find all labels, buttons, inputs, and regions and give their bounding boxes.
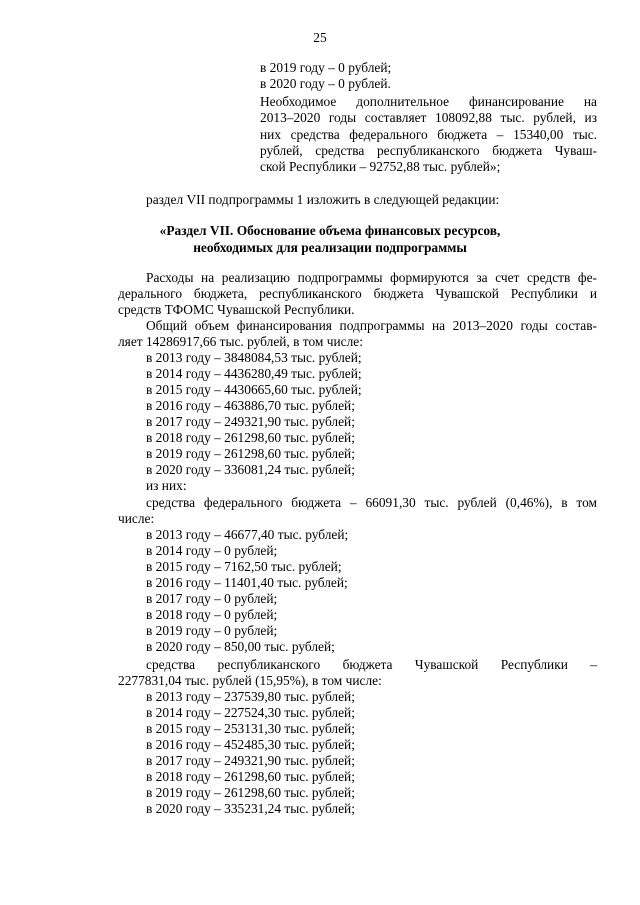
top-block-line: в 2019 году – 0 рублей; — [260, 60, 392, 75]
paragraph-line: ляет 14286917,66 тыс. рублей, в том числе: — [118, 334, 363, 349]
paragraph-line: Общий объем финансирования подпрограммы на 2013–2020 годы состав- — [146, 318, 597, 333]
section-heading-line: необходимых для реализации подпрограммы — [193, 240, 467, 255]
year-item: в 2017 году – 249321,90 тыс. рублей; — [146, 753, 355, 768]
year-item: в 2015 году – 253131,30 тыс. рублей; — [146, 721, 355, 736]
paragraph-line: Расходы на реализацию подпрограммы формируются за счет средств фе- — [146, 270, 597, 285]
year-item: в 2018 году – 261298,60 тыс. рублей; — [146, 430, 355, 445]
year-item: в 2015 году – 4430665,60 тыс. рублей; — [146, 382, 362, 397]
year-item: в 2014 году – 0 рублей; — [146, 543, 278, 558]
top-block-line: них средства федерального бюджета – 15340,00 тыс. — [260, 127, 597, 142]
year-item: в 2015 году – 7162,50 тыс. рублей; — [146, 559, 342, 574]
section-heading-line: «Раздел VII. Обоснование объема финансовых ресурсов, — [159, 223, 501, 238]
year-item: в 2020 году – 335231,24 тыс. рублей; — [146, 801, 355, 816]
top-block-line: в 2020 году – 0 рублей. — [260, 76, 391, 91]
year-item: в 2016 году – 463886,70 тыс. рублей; — [146, 398, 355, 413]
top-block-line: рублей, средства республиканского бюджета Чуваш- — [260, 143, 597, 158]
federal-intro-line: средства федерального бюджета – 66091,30 тыс. рублей (0,46%), в том — [146, 495, 597, 510]
year-item: в 2016 году – 11401,40 тыс. рублей; — [146, 575, 348, 590]
year-item: в 2014 году – 227524,30 тыс. рублей; — [146, 705, 355, 720]
year-item: в 2018 году – 0 рублей; — [146, 607, 278, 622]
year-item: в 2020 году – 336081,24 тыс. рублей; — [146, 462, 355, 477]
year-item: в 2014 году – 4436280,49 тыс. рублей; — [146, 366, 362, 381]
year-item: в 2017 году – 249321,90 тыс. рублей; — [146, 414, 355, 429]
top-block-line: Необходимое дополнительное финансирование на — [260, 94, 597, 109]
top-block-line: 2013–2020 годы составляет 108092,88 тыс. рублей, из — [260, 110, 597, 125]
paragraph-line: средств ТФОМС Чувашской Республики. — [118, 302, 355, 317]
page-number: 25 — [313, 30, 327, 45]
year-item: в 2020 году – 850,00 тыс. рублей; — [146, 639, 335, 654]
year-item: в 2019 году – 0 рублей; — [146, 623, 278, 638]
of-them-label: из них: — [146, 478, 187, 493]
amendment-instruction: раздел VII подпрограммы 1 изложить в следующей редакции: — [146, 192, 500, 207]
year-item: в 2013 году – 237539,80 тыс. рублей; — [146, 689, 355, 704]
republic-intro-line: средства республиканского бюджета Чувашской Республики – — [146, 657, 597, 672]
republic-intro-line: 2277831,04 тыс. рублей (15,95%), в том числе: — [118, 673, 382, 688]
top-block-line: ской Республики – 92752,88 тыс. рублей»; — [260, 159, 501, 174]
paragraph-line: дерального бюджета, республиканского бюджета Чувашской Республики и — [118, 286, 597, 301]
federal-intro-line: числе: — [118, 511, 155, 526]
year-item: в 2018 году – 261298,60 тыс. рублей; — [146, 769, 355, 784]
year-item: в 2019 году – 261298,60 тыс. рублей; — [146, 785, 355, 800]
year-item: в 2013 году – 3848084,53 тыс. рублей; — [146, 350, 362, 365]
year-item: в 2013 году – 46677,40 тыс. рублей; — [146, 527, 349, 542]
year-item: в 2019 году – 261298,60 тыс. рублей; — [146, 446, 355, 461]
year-item: в 2017 году – 0 рублей; — [146, 591, 278, 606]
year-item: в 2016 году – 452485,30 тыс. рублей; — [146, 737, 355, 752]
